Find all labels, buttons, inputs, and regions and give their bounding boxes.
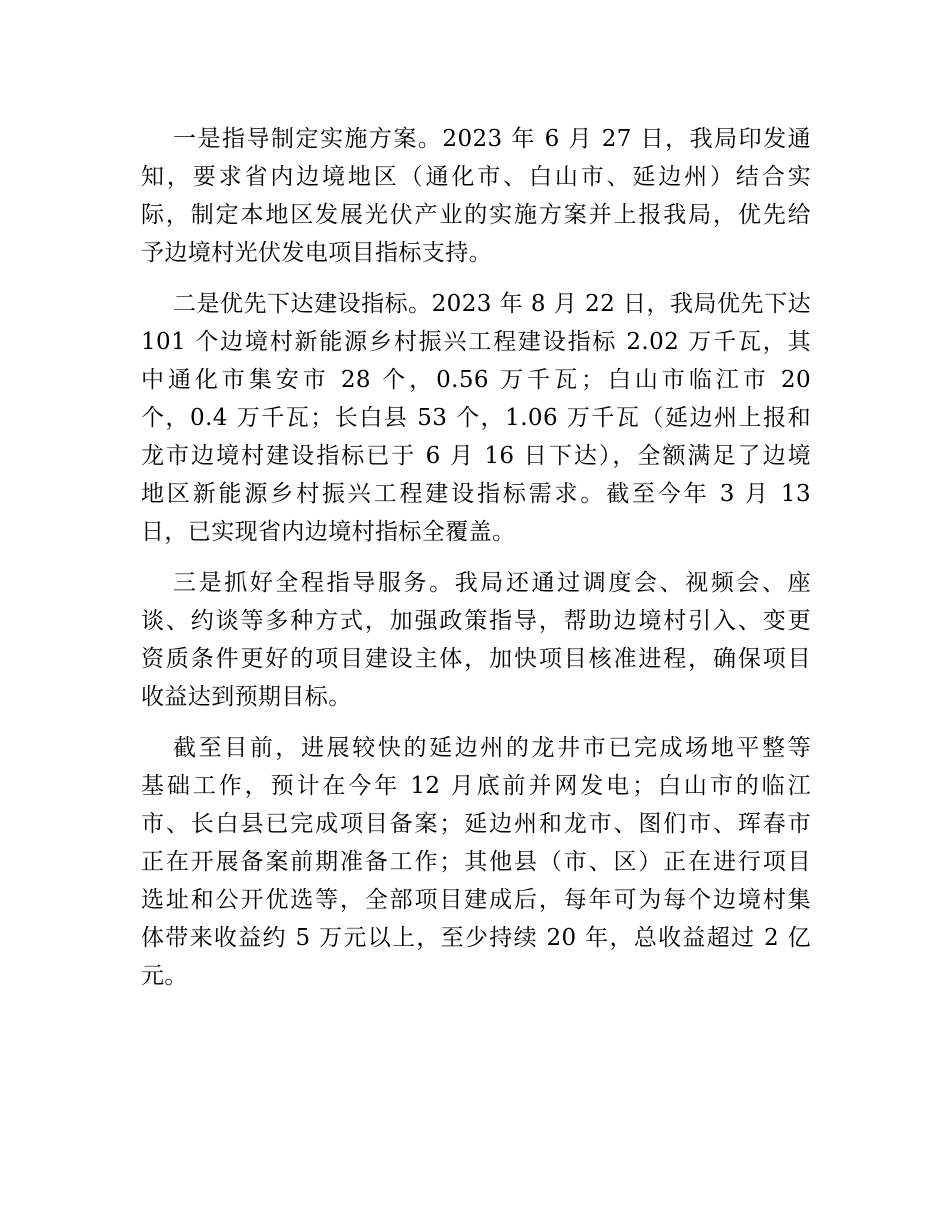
text-line: 知，要求省内边境地区（通化市、白山市、延边州）结合实 xyxy=(141,164,811,190)
text-line: 谈、约谈等多种方式，加强政策指导，帮助边境村引入、变更 xyxy=(141,608,811,634)
text-line: 资质条件更好的项目建设主体，加快项目核准进程，确保项目 xyxy=(141,646,811,672)
text-line: 选址和公开优选等，全部项目建成后，每年可为每个边境村集 xyxy=(141,887,811,913)
text-line: 体带来收益约 5 万元以上，至少持续 20 年，总收益超过 2 亿 xyxy=(141,925,811,951)
text-line: 元。 xyxy=(141,963,188,989)
text-line: 地区新能源乡村振兴工程建设指标需求。截至今年 3 月 13 xyxy=(141,481,811,507)
text-line: 予边境村光伏发电项目指标支持。 xyxy=(141,240,492,266)
text-line: 日，已实现省内边境村指标全覆盖。 xyxy=(141,519,516,545)
paragraph-guidance-plan xyxy=(141,120,811,272)
text-line: 二是优先下达建设指标。2023 年 8 月 22 日，我局优先下达 xyxy=(173,291,811,317)
text-line: 一是指导制定实施方案。2023 年 6 月 27 日，我局印发通 xyxy=(173,126,811,152)
text-line: 龙市边境村建设指标已于 6 月 16 日下达），全额满足了边境 xyxy=(141,443,811,469)
text-line: 三是抓好全程指导服务。我局还通过调度会、视频会、座 xyxy=(173,570,811,596)
text-line: 101 个边境村新能源乡村振兴工程建设指标 2.02 万千瓦，其 xyxy=(141,329,811,355)
paragraph-progress xyxy=(141,729,811,995)
text-line: 际，制定本地区发展光伏产业的实施方案并上报我局，优先给 xyxy=(141,202,811,228)
text-line: 市、长白县已完成项目备案；延边州和龙市、图们市、珲春市 xyxy=(141,811,811,837)
text-line: 正在开展备案前期准备工作；其他县（市、区）正在进行项目 xyxy=(141,849,811,875)
text-line: 基础工作，预计在今年 12 月底前并网发电；白山市的临江 xyxy=(141,773,811,799)
paragraph-construction-targets xyxy=(141,285,811,551)
document-body xyxy=(141,120,811,1008)
text-line: 个，0.4 万千瓦；长白县 53 个，1.06 万千瓦（延边州上报和 xyxy=(141,405,811,431)
paragraph-guidance-service xyxy=(141,564,811,716)
text-line: 中通化市集安市 28 个，0.56 万千瓦；白山市临江市 20 xyxy=(141,367,811,393)
text-line: 收益达到预期目标。 xyxy=(141,684,352,710)
text-line: 截至目前，进展较快的延边州的龙井市已完成场地平整等 xyxy=(173,735,811,761)
